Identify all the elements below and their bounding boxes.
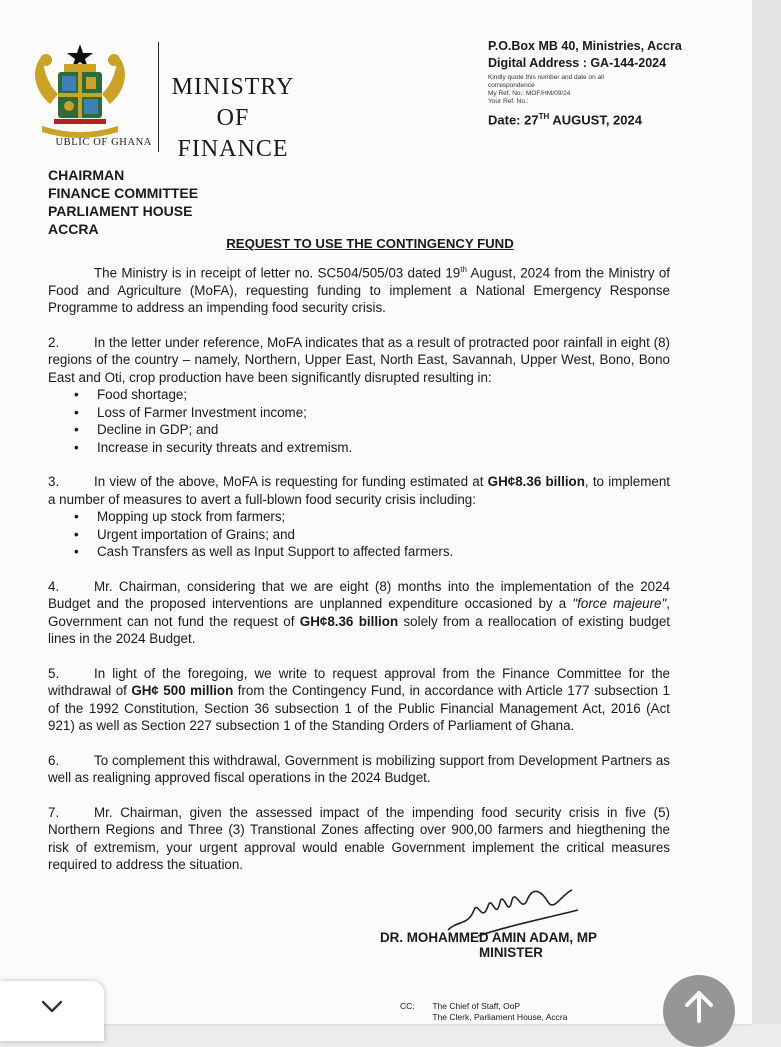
cc-block — [400, 1001, 567, 1023]
my-reference: My Ref. No.: MOF/HM/09/24 — [488, 90, 571, 97]
collapse-button[interactable] — [0, 981, 104, 1041]
recipient-line: CHAIRMAN — [48, 167, 125, 183]
viewer-scroll-gutter — [752, 0, 781, 1024]
paragraph-2-bullets — [48, 386, 670, 456]
paragraph-4: 4. Mr. Chairman, considering that we are eight (8) months into the implementation of the 2024 Budget and the proposed interventions are unplanned expenditure occasioned by a "force majeure", Government can not fund the request of GH¢8.36 billion solely from a reallocation of existing budget lines in the 2024 Budget. — [48, 578, 670, 647]
paragraph-6: 6. To complement this withdrawal, Government is mobilizing support from Development Partners as well as realigning approved fiscal operations in the 2024 Budget. — [48, 752, 670, 786]
quote-note-continued: correspondence — [488, 82, 535, 89]
po-box: P.O.Box MB 40, Ministries, Accra — [488, 39, 682, 53]
recipient-line: ACCRA — [48, 221, 99, 237]
list-item: • Food shortage; — [48, 386, 670, 404]
arrow-up-icon — [683, 989, 715, 1023]
recipient-line: FINANCE COMMITTEE — [48, 185, 199, 201]
list-item: • Mopping up stock from farmers; — [48, 508, 670, 526]
paragraph-1: The Ministry is in receipt of letter no. SC504/505/03 dated 19th August, 2024 from the Ministry of Food and Agriculture (MoFA), requesting funding to implement a National Emergency Response Programme to address an impending food security crisis. — [48, 265, 671, 316]
letter-body — [48, 261, 670, 891]
list-item: • Loss of Farmer Investment income; — [48, 404, 670, 422]
digital-address: Digital Address : GA-144-2024 — [488, 56, 667, 70]
letter-date: Date: 27TH AUGUST, 2024 — [488, 112, 642, 128]
paragraph-7: 7. Mr. Chairman, given the assessed impact of the impending food security crisis in five (5) Northern Regions and Three (3) Transtional Zones affecting over 900,00 farmers and hiegthening the risk of extremism, your urgent approval would enable Government implement the critical measures required to address the situation. — [48, 804, 670, 873]
ministry-of-finance-wordmark — [166, 72, 300, 165]
cc-item: The Chief of Staff, OoP — [432, 1001, 521, 1011]
address-block — [488, 38, 738, 128]
cc-item: The Clerk, Parliament House, Accra — [432, 1012, 568, 1022]
finance-line: FINANCE — [177, 136, 289, 162]
paragraph-2: 2. In the letter under reference, MoFA indicates that as a result of protracted poor rainfall in eight (8) regions of the country – namely, Northern, Upper East, North East, Savannah, Upper West, Bono, Bono East and Oti, crop production have been significantly disrupted resulting in: — [48, 334, 670, 385]
list-item: • Urgent importation of Grains; and — [48, 526, 670, 544]
paragraph-5: 5. In light of the foregoing, we write to request approval from the Finance Committee for the withdrawal of GH¢ 500 million from the Contingency Fund, in accordance with Article 177 subsection 1 of the 1992 Constitution, Section 36 subsection 1 of the Public Financial Management Act, 2016 (Act 921) as well as Section 227 subsection 1 of the Standing Orders of Parliament of Ghana. — [48, 665, 670, 734]
list-item: • Decline in GDP; and — [48, 421, 670, 439]
chevron-down-icon — [40, 999, 64, 1015]
paragraph-3: 3. In view of the above, MoFA is requesting for funding estimated at GH¢8.36 billion, to implement a number of measures to avert a full-blown food security crisis including: — [48, 474, 670, 507]
quote-note: Kindly quote this number and date on all — [488, 74, 604, 81]
list-item: • Increase in security threats and extremism. — [48, 439, 670, 457]
cc-label: CC: — [400, 1001, 415, 1011]
signatory-name: DR. MOHAMMED AMIN ADAM, MP — [380, 930, 597, 945]
header-divider — [158, 42, 159, 152]
crest-caption: UBLIC OF GHANA — [55, 137, 152, 148]
paragraph-3-bullets — [48, 508, 670, 561]
signature-block — [380, 930, 680, 960]
signatory-title: MINISTER — [479, 945, 543, 960]
recipient-line: PARLIAMENT HOUSE — [48, 203, 193, 219]
ghana-coat-of-arms-logo — [24, 40, 136, 140]
of-line: OF — [216, 105, 250, 131]
scroll-to-top-button[interactable] — [663, 975, 735, 1047]
ministry-line: MINISTRY — [171, 74, 295, 100]
list-item: • Cash Transfers as well as Input Support to affected farmers. — [48, 543, 670, 561]
your-reference: Your Ref. No.: — [488, 98, 529, 105]
letter-subject: REQUEST TO USE THE CONTINGENCY FUND — [226, 236, 514, 251]
recipient-block — [48, 166, 198, 238]
cc-list — [432, 1001, 567, 1023]
